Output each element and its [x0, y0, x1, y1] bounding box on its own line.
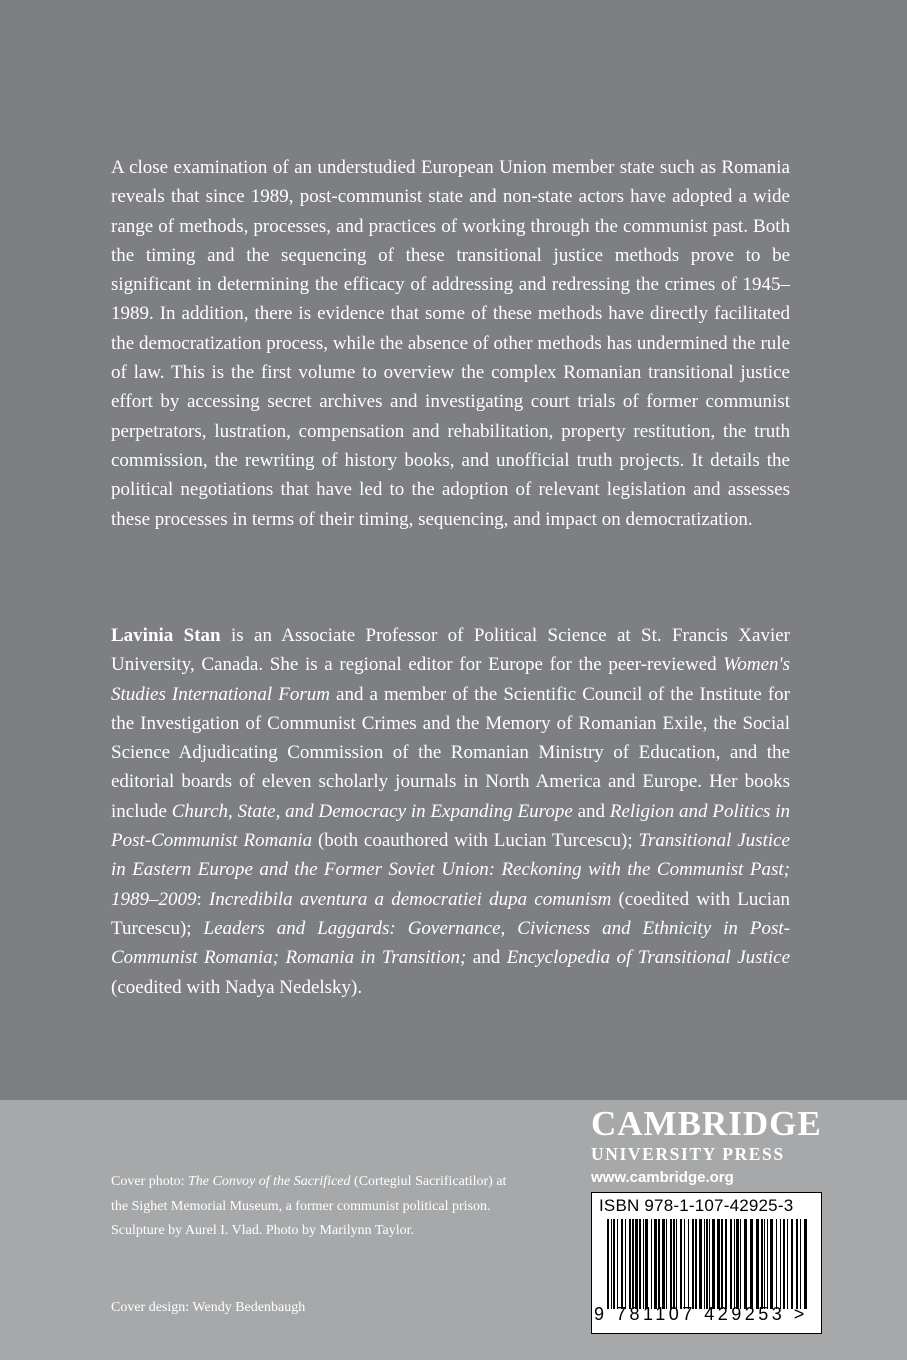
photo-title: The Convoy of the Sacrificed — [188, 1174, 351, 1189]
book-title: Encyclopedia of Transitional Justice — [506, 947, 790, 969]
barcode-bar — [676, 1219, 677, 1309]
barcode-bar — [712, 1219, 715, 1309]
publisher-name: CAMBRIDGE — [591, 1104, 822, 1143]
barcode-bar — [662, 1219, 665, 1309]
author-bio — [111, 621, 790, 1002]
bio-text: and — [572, 800, 610, 822]
book-title: Transitional Justice in Eastern Europe and the Former Soviet Union: Reckoning with the Communist Past; 1989–2009 — [111, 830, 790, 910]
bio-text: is an Associate Professor of Political Science at St. Francis Xavier University, Canada. She is a regional editor for Europe for the peer-reviewed — [111, 625, 790, 676]
author-name: Lavinia Stan — [111, 625, 221, 646]
barcode-bar — [632, 1219, 634, 1309]
publisher-url: www.cambridge.org — [591, 1169, 734, 1186]
barcode-bar — [770, 1219, 773, 1309]
barcode-bar — [725, 1219, 727, 1309]
barcode-digits: 9 781107 429253 > — [594, 1304, 808, 1324]
book-title: Church, State, and Democracy in Expanding Europe — [171, 800, 573, 822]
barcode-bar — [670, 1219, 672, 1309]
barcode-bar — [651, 1219, 652, 1309]
journal-title: Women's Studies International Forum — [111, 654, 790, 705]
bio-text: and — [466, 947, 507, 969]
cover-photo-credit — [111, 1170, 511, 1244]
barcode-bar — [750, 1219, 753, 1309]
isbn-label: ISBN 978-1-107-42925-3 — [599, 1196, 794, 1215]
credit-text: (Cortegiul Sacrificatilor) at the Sighet Memorial Museum, a former communist political prison. Sculpture by Aurel I. Vlad. Photo by Marilynn Taylor. — [111, 1174, 507, 1238]
barcode-bar — [791, 1219, 793, 1309]
barcode-bar — [756, 1219, 759, 1309]
barcode-bar — [804, 1219, 807, 1309]
barcode-bar — [736, 1219, 739, 1309]
barcode-bar — [721, 1219, 723, 1309]
publisher-logo — [591, 1104, 821, 1186]
barcode-bar — [629, 1219, 631, 1309]
barcode-bar — [643, 1219, 644, 1309]
credit-prefix: Cover photo: — [111, 1174, 188, 1189]
barcode-bar — [635, 1219, 638, 1309]
barcode-bar — [613, 1219, 615, 1309]
barcode-bar — [744, 1219, 747, 1309]
cover-design-credit: Cover design: Wendy Bedenbaugh — [111, 1300, 306, 1315]
barcode-bar — [783, 1219, 785, 1309]
barcode-bar — [767, 1219, 768, 1309]
barcode-bar — [658, 1219, 660, 1309]
barcode-bar — [692, 1219, 694, 1309]
book-description — [111, 153, 790, 534]
barcode-bar — [780, 1219, 781, 1309]
barcode-bar — [704, 1219, 705, 1309]
barcode-bar — [684, 1219, 685, 1309]
barcode-bar — [645, 1219, 648, 1309]
barcode-bar — [654, 1219, 657, 1309]
book-title: Religion and Politics in Post-Communist Romania — [111, 800, 790, 852]
barcode-bar — [611, 1219, 612, 1309]
barcode-bar — [617, 1219, 618, 1309]
barcode-bar — [688, 1219, 689, 1309]
barcode-bar — [740, 1219, 741, 1309]
description-text: A close examination of an understudied European Union member state such as Romania reveals that since 1989, post-communist state and non-state actors have adopted a wide range of methods, processes, and practices of working through the communist past. Both the timing and the sequencing of these transitional justice methods prove to be significant in determining the efficacy of addressing and redressing the crimes of 1945–1989. In addition, there is evidence that some of these methods have directly facilitated the democratization process, while the absence of other methods has undermined the rule of law. This is the first volume to overview the complex Romanian transitional justice effort by accessing secret archives and investigating court trials of former communist perpetrators, lustration, compensation and rehabilitation, property restitution, the truth commission, the rewriting of history books, and unofficial truth projects. It details the political negotiations that have led to the adoption of relevant legislation and assesses these processes in terms of their timing, sequencing, and impact on democratization. — [111, 157, 790, 530]
barcode-bar — [607, 1219, 609, 1309]
barcode-bar — [787, 1219, 788, 1309]
bio-text: : — [196, 888, 209, 910]
book-title: Leaders and Laggards: Governance, Civicness and Ethnicity in Post-Communist Romania; Romania in Transition; — [111, 917, 790, 969]
barcode-bar — [666, 1219, 667, 1309]
barcode-bar — [761, 1219, 763, 1309]
book-title: Incredibila aventura a democratiei dupa comunism — [208, 888, 612, 910]
barcode-bar — [621, 1219, 623, 1309]
barcode-bar — [776, 1219, 777, 1309]
barcode-bar — [639, 1219, 641, 1309]
publisher-subtitle: UNIVERSITY PRESS — [591, 1144, 785, 1164]
barcode-bar — [695, 1219, 697, 1309]
bio-text: (coedited with Lucian Turcescu); — [111, 888, 791, 939]
barcode-bar — [673, 1219, 675, 1309]
barcode-bar — [800, 1219, 801, 1309]
barcode-bar — [709, 1219, 710, 1309]
bio-text: (coedited with Nadya Nedelsky). — [111, 976, 363, 998]
barcode-bar — [706, 1219, 708, 1309]
bio-text: and a member of the Scientific Council of the Institute for the Investigation of Communist Crimes and the Memory of Romanian Exile, the Social Science Adjudicating Commission of the Romanian Ministry of Education, and the editorial boards of eleven scholarly journals in North America and Europe. Her books include — [111, 683, 790, 822]
barcode-icon — [607, 1219, 807, 1309]
barcode-bar — [764, 1219, 765, 1309]
barcode-bar — [730, 1219, 732, 1309]
barcode-bar — [717, 1219, 720, 1309]
barcode-bar — [680, 1219, 682, 1309]
barcode-bar — [796, 1219, 798, 1309]
barcode-bar — [699, 1219, 702, 1309]
barcode-bar — [625, 1219, 626, 1309]
bio-text: (both coauthored with Lucian Turcescu); — [312, 830, 639, 852]
isbn-barcode-box — [591, 1192, 822, 1334]
barcode-bar — [734, 1219, 735, 1309]
